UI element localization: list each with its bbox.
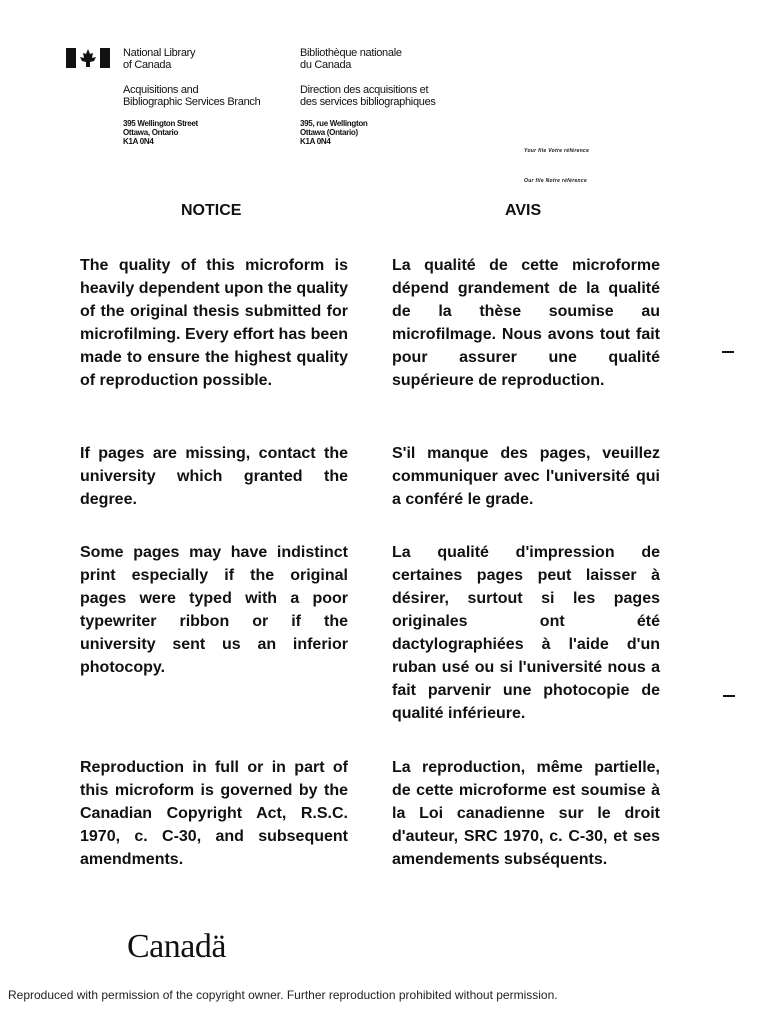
- footer-permission: Reproduced with permission of the copyright owner. Further reproduction prohibited without permission.: [8, 988, 558, 1002]
- notice-title: NOTICE: [181, 202, 242, 219]
- notice-paragraph-copyright: Reproduction in full or in part of this microform is governed by the Canadian Copyright Act, R.S.C. 1970, c. C-30, and subsequent amendments.: [80, 759, 348, 868]
- avis-paragraph-missing: S'il manque des pages, veuillez communiquer avec l'université qui a conféré le grade.: [392, 445, 660, 508]
- org-name-fr-2: du Canada: [300, 59, 352, 71]
- org-name-en: National Library: [123, 47, 196, 59]
- scan-mark: [722, 351, 734, 353]
- scan-mark: [723, 695, 735, 697]
- notice-paragraph-quality: The quality of this microform is heavily dependent upon the quality of the original thesis submitted for microfilming. Every effort has been made to ensure the highest quality of reproduction possible.: [80, 257, 348, 389]
- notice-paragraph-print: Some pages may have indistinct print especially if the original pages were typed with a poor typewriter ribbon or if the university sent us an inferior photocopy.: [80, 544, 348, 676]
- branch-name-fr: Direction des acquisitions et: [300, 84, 429, 96]
- address-en-1: 395 Wellington Street: [123, 119, 198, 128]
- header-left-branch: [123, 84, 260, 108]
- branch-name-fr-2: des services bibliographiques: [300, 96, 436, 108]
- header-right-address: [300, 119, 368, 146]
- canada-wordmark: Canadä: [127, 928, 226, 965]
- address-fr-1: 395, rue Wellington: [300, 119, 368, 128]
- header-right-org: [300, 47, 402, 71]
- org-name-fr: Bibliothèque nationale: [300, 47, 402, 59]
- header-left-org: [123, 47, 195, 71]
- avis-paragraph-quality: La qualité de cette microforme dépend grandement de la qualité de la thèse soumise au microfilmage. Nous avons tout fait pour assurer une qualité supérieure de reproduction.: [392, 257, 660, 389]
- address-en-2: Ottawa, Ontario: [123, 128, 179, 137]
- branch-name-en-2: Bibliographic Services Branch: [123, 96, 261, 108]
- address-fr-2: Ottawa (Ontario): [300, 128, 358, 137]
- avis-paragraph-print: La qualité d'impression de certaines pages peut laisser à désirer, surtout si les pages originales ont été dactylographiées à l'aide d'un ruban usé ou si l'université nous a fait parvenir une photocopie de qualité inférieure.: [392, 544, 660, 722]
- canada-flag-icon: [66, 46, 110, 70]
- header-right-branch: [300, 84, 436, 108]
- avis-title: AVIS: [505, 202, 542, 219]
- avis-paragraph-copyright: La reproduction, même partielle, de cette microforme est soumise à la Loi canadienne sur le droit d'auteur, SRC 1970, c. C-30, et ses amendements subséquents.: [392, 759, 660, 868]
- our-file-reference: Our file Notre référence: [524, 178, 588, 184]
- notice-paragraph-missing: If pages are missing, contact the university which granted the degree.: [80, 445, 348, 508]
- address-en-3: K1A 0N4: [123, 137, 154, 146]
- your-file-reference: Your file Votre référence: [524, 148, 590, 154]
- branch-name-en: Acquisitions and: [123, 84, 199, 96]
- header-left-address: [123, 119, 198, 146]
- address-fr-3: K1A 0N4: [300, 137, 331, 146]
- org-name-en-2: of Canada: [123, 59, 172, 71]
